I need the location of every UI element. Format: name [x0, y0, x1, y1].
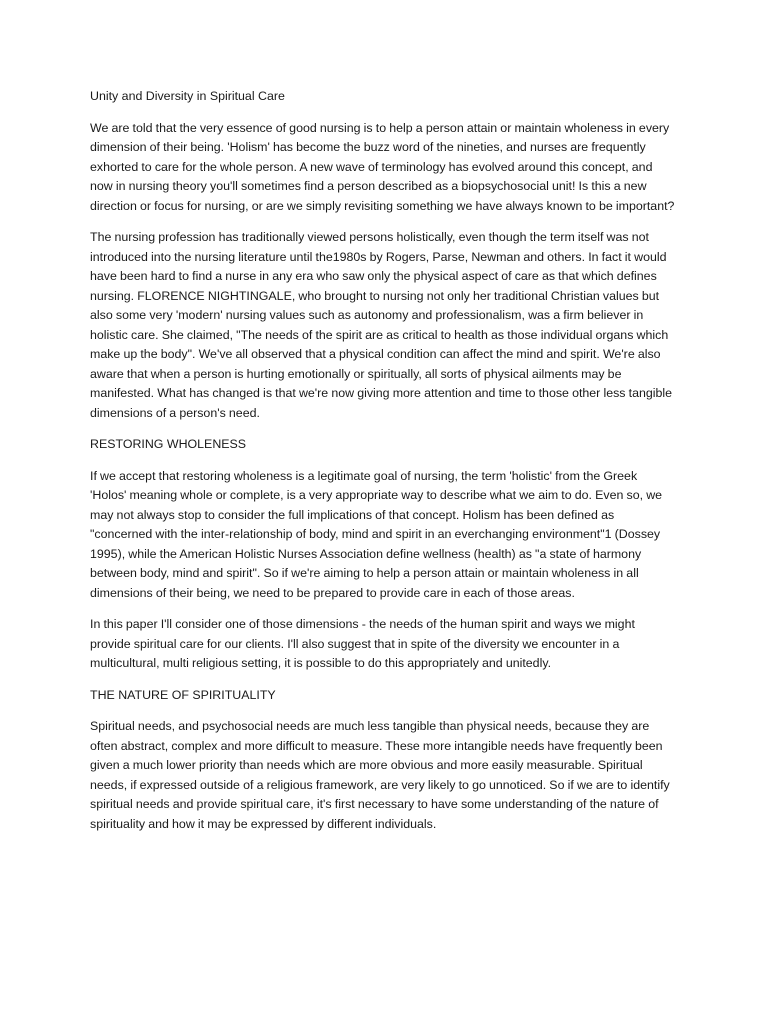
paragraph-holism-definition: If we accept that restoring wholeness is a legitimate goal of nursing, the term 'holistic' from the Greek 'Holos' meaning whole or complete, is a very appropriate way to describe what we aim to do. Even so, we may not always stop to consider the full implications of that concept. Holism has been defined as "concerned with the inter-relationship of body, mind and spirit in an everchanging environment"1 (Dossey 1995), while the American Holistic Nurses Association define wellness (health) as "a state of harmony between body, mind and spirit". So if we're aiming to help a person attain or maintain wholeness in all dimensions of their being, we need to be prepared to provide care in each of those areas. — [90, 468, 663, 600]
document-title: Unity and Diversity in Spiritual Care — [90, 89, 285, 103]
section-heading-nature-of-spirituality: THE NATURE OF SPIRITUALITY — [90, 687, 276, 702]
paragraph-paper-scope: In this paper I'll consider one of those dimensions - the needs of the human spirit and ways we might provide spiritual care for our clients. I'll also suggest that in spite of the diversity we encounter in a multicultural, multi religious setting, it is possible to do this appropriately and unitedly. — [90, 617, 635, 670]
document-page — [90, 87, 675, 846]
section-heading-restoring-wholeness: RESTORING WHOLENESS — [90, 437, 247, 451]
paragraph-nursing-profession: The nursing profession has traditionally viewed persons holistically, even though the term itself was not introduced into the nursing literature until the1980s by Rogers, Parse, Newman and others. In fact it would have been hard to find a nurse in any era who saw only the physical aspect of care as that which defines nursing. FLORENCE NIGHTINGALE, who brought to nursing not only her traditional Christian values but also some very 'modern' nursing values such as autonomy and professionalism, was a firm believer in holistic care. She claimed, "The needs of the spirit are as critical to health as those individual organs which make up the body". We've all observed that a physical condition can affect the mind and spirit. We're also aware that when a person is hurting emotionally or spiritually, all sorts of physical ailments may be manifested. What has changed is that we're now giving more attention and time to those other less tangible dimensions of a person's need. — [90, 230, 673, 420]
paragraph-intro: We are told that the very essence of good nursing is to help a person attain or maintain wholeness in every dimension of their being. 'Holism' has become the buzz word of the nineties, and nurses are frequently exhorted to care for the whole person. A new wave of terminology has evolved around this concept, and now in nursing theory you'll sometimes find a person described as a biopsychosocial unit! Is this a new direction or focus for nursing, or are we simply revisiting something we have always known to be important? — [90, 120, 675, 213]
paragraph-spiritual-needs: Spiritual needs, and psychosocial needs are much less tangible than physical needs, because they are often abstract, complex and more difficult to measure. These more intangible needs have frequently been given a much lower priority than needs which are more obvious and more easily measurable. Spiritual needs, if expressed outside of a religious framework, are very likely to go unnoticed. So if we are to identify spiritual needs and provide spiritual care, it's first necessary to have some understanding of the nature of spirituality and how it may be expressed by different individuals. — [90, 719, 670, 831]
